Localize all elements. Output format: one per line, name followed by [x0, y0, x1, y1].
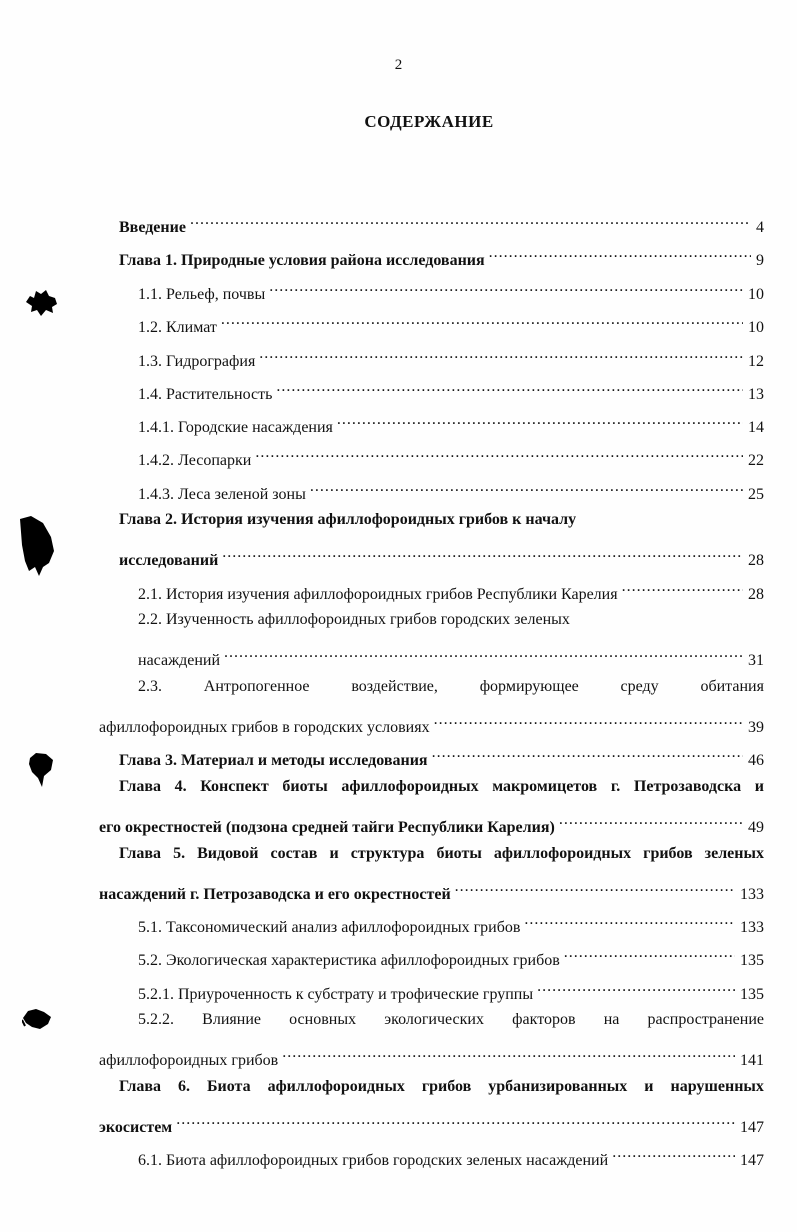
word: афиллофороидных: [493, 845, 632, 862]
word: афиллофороидных: [267, 1078, 405, 1095]
toc-entry-title: насаждений: [138, 652, 221, 669]
toc-entry-title: 5.2.1. Приуроченность к субстрату и трофические группы: [138, 986, 534, 1003]
toc-entry-section-1-4-2[interactable]: [138, 441, 764, 469]
dot-leader: [221, 308, 743, 332]
toc-entry-section-5-2-1[interactable]: [138, 975, 764, 1003]
toc-entry-title: 1.4.3. Леса зеленой зоны: [138, 486, 306, 503]
toc-entry-section-6-1[interactable]: [138, 1141, 764, 1169]
word: урбанизированных: [488, 1078, 628, 1095]
dot-leader: [190, 208, 751, 232]
ink-blot-3: [28, 752, 54, 788]
toc-entry-section-1-4-3[interactable]: [138, 475, 764, 503]
word: структура: [350, 845, 425, 862]
toc-entry-section-1-4-1[interactable]: [138, 408, 764, 436]
dot-leader: [310, 475, 743, 499]
word: 2.3.: [138, 678, 162, 695]
dot-leader: [537, 975, 735, 999]
toc-entry-section-2-2-line-1[interactable]: 2.2. Изученность афиллофороидных грибов городских зеленых: [138, 611, 570, 628]
toc-entry-page: 4: [756, 219, 764, 236]
toc-entry-section-2-1[interactable]: [138, 575, 764, 603]
toc-entry-title: 5.2. Экологическая характеристика афиллофороидных грибов: [138, 952, 560, 969]
word: афиллофороидных: [341, 778, 479, 795]
dot-leader: [276, 375, 743, 399]
toc-entry-page: 22: [748, 452, 764, 469]
toc-entry-title: афиллофороидных грибов в городских условиях: [99, 719, 430, 736]
toc-entry-chapter-4-line-1[interactable]: [119, 775, 764, 799]
toc-entry-title: 1.4. Растительность: [138, 386, 273, 403]
word: Видовой: [197, 845, 259, 862]
toc-entry-title: экосистем: [99, 1119, 173, 1136]
word: Влияние: [202, 1011, 261, 1028]
word: воздействие,: [351, 678, 438, 695]
word: Глава: [119, 778, 161, 795]
toc-entry-chapter-1[interactable]: [119, 241, 764, 269]
word: грибов: [643, 845, 693, 862]
dot-leader: [224, 641, 743, 665]
word: макромицетов: [492, 778, 598, 795]
word: биоты: [282, 778, 328, 795]
word: Глава: [119, 1078, 161, 1095]
word: г.: [610, 778, 621, 795]
toc-entry-title: афиллофороидных грибов: [99, 1052, 279, 1069]
word: 5.: [173, 845, 186, 862]
toc-entry-page: 25: [748, 486, 764, 503]
dot-leader: [524, 908, 735, 932]
dot-leader: [622, 575, 743, 599]
page-title: СОДЕРЖАНИЕ: [364, 112, 494, 131]
dot-leader: [489, 241, 751, 265]
dot-leader: [434, 708, 743, 732]
word: Биота: [206, 1078, 251, 1095]
toc-entry-section-5-2-2[interactable]: [99, 1041, 764, 1069]
toc-entry-section-5-2[interactable]: [138, 941, 764, 969]
toc-entry-title: 1.2. Климат: [138, 319, 217, 336]
word: на: [603, 1011, 620, 1028]
word: основных: [289, 1011, 357, 1028]
toc-entry-page: 28: [748, 586, 764, 603]
toc-entry-title: 1.1. Рельеф, почвы: [138, 286, 266, 303]
toc-entry-title: 1.3. Гидрография: [138, 353, 256, 370]
word: экологических: [384, 1011, 484, 1028]
toc-entry-section-1-2[interactable]: [138, 308, 764, 336]
word: грибов: [421, 1078, 472, 1095]
toc-entry-title: 1.4.2. Лесопарки: [138, 452, 252, 469]
toc-entry-page: 13: [748, 386, 764, 403]
toc-entry-chapter-5-line-1[interactable]: [119, 842, 764, 866]
toc-entry-title: 1.4.1. Городские насаждения: [138, 419, 333, 436]
toc-entry-title: 6.1. Биота афиллофороидных грибов городских зеленых насаждений: [138, 1152, 609, 1169]
dot-leader: [255, 441, 743, 465]
dot-leader: [282, 1041, 735, 1065]
toc-entry-page: 28: [748, 552, 764, 569]
word: распространение: [647, 1011, 764, 1028]
word: Петрозаводска: [633, 778, 742, 795]
toc-entry-page: 46: [748, 752, 764, 769]
toc-entry-page: 31: [748, 652, 764, 669]
toc-entry-page: 147: [740, 1152, 764, 1169]
toc-entry-page: 135: [740, 986, 764, 1003]
word: факторов: [512, 1011, 576, 1028]
toc-entry-page: 49: [748, 819, 764, 836]
dot-leader: [432, 741, 743, 765]
word: 5.2.2.: [138, 1011, 174, 1028]
word: состав: [270, 845, 318, 862]
toc-entry-page: 10: [748, 319, 764, 336]
dot-leader: [559, 808, 743, 832]
ink-blot-4: [22, 1008, 52, 1030]
toc-entry-section-1-3[interactable]: [138, 342, 764, 370]
ink-blot-1: [24, 288, 58, 318]
word: зеленых: [704, 845, 764, 862]
toc-entry-title: 2.1. История изучения афиллофороидных грибов Республики Карелия: [138, 586, 618, 603]
toc-entry-section-1-4[interactable]: [138, 375, 764, 403]
word: и: [329, 845, 339, 862]
toc-entry-chapter-6-line-1[interactable]: [119, 1075, 764, 1099]
toc-entry-title: исследований: [119, 552, 219, 569]
ink-blot-2: [19, 515, 55, 577]
dot-leader: [176, 1108, 735, 1132]
toc-entry-introduction[interactable]: [119, 208, 764, 236]
toc-entry-page: 135: [740, 952, 764, 969]
word: нарушенных: [670, 1078, 764, 1095]
toc-entry-page: 10: [748, 286, 764, 303]
toc-entry-section-1-1[interactable]: [138, 275, 764, 303]
toc-entry-title: Глава 3. Материал и методы исследования: [119, 752, 428, 769]
toc-entry-page: 9: [756, 252, 764, 269]
toc-entry-page: 147: [740, 1119, 764, 1136]
toc-entry-title: Глава 1. Природные условия района исследования: [119, 252, 485, 269]
word: Конспект: [200, 778, 269, 795]
dot-leader: [337, 408, 743, 432]
dot-leader: [455, 875, 735, 899]
word: обитания: [700, 678, 764, 695]
word: и: [644, 1078, 654, 1095]
dot-leader: [612, 1141, 735, 1165]
toc-entry-page: 12: [748, 353, 764, 370]
toc-entry-section-2-2[interactable]: [138, 641, 764, 669]
word: биоты: [436, 845, 482, 862]
toc-entry-page: 39: [748, 719, 764, 736]
word: среду: [620, 678, 659, 695]
word: и: [754, 778, 764, 795]
dot-leader: [564, 941, 735, 965]
word: формирующее: [479, 678, 579, 695]
toc-entry-chapter-2[interactable]: [119, 541, 764, 569]
word: 4.: [174, 778, 187, 795]
page-number: 2: [394, 57, 403, 73]
toc-entry-section-5-2-2-line-1[interactable]: [138, 1008, 764, 1032]
toc-entry-chapter-4[interactable]: [99, 808, 764, 836]
toc-entry-page: 14: [748, 419, 764, 436]
toc-entry-section-5-1[interactable]: [138, 908, 764, 936]
word: Антропогенное: [203, 678, 310, 695]
toc-entry-title: его окрестностей (подзона средней тайги Республики Карелия): [99, 819, 555, 836]
toc-entry-chapter-5[interactable]: [99, 875, 764, 903]
toc-entry-title: Введение: [119, 219, 186, 236]
toc-entry-title: 5.1. Таксономический анализ афиллофороидных грибов: [138, 919, 521, 936]
dot-leader: [222, 541, 743, 565]
toc-entry-title: насаждений г. Петрозаводска и его окрестностей: [99, 886, 451, 903]
toc-entry-page: 133: [740, 886, 764, 903]
toc-entry-section-2-3[interactable]: [99, 708, 764, 736]
word: Глава: [119, 845, 161, 862]
word: 6.: [177, 1078, 190, 1095]
toc-entry-chapter-3[interactable]: [119, 741, 764, 769]
toc-entry-chapter-6[interactable]: [99, 1108, 764, 1136]
dot-leader: [259, 342, 743, 366]
toc-entry-chapter-2-line-1[interactable]: Глава 2. История изучения афиллофороидных грибов к началу: [119, 511, 577, 528]
toc-entry-page: 133: [740, 919, 764, 936]
dot-leader: [269, 275, 743, 299]
toc-entry-page: 141: [740, 1052, 764, 1069]
toc-entry-section-2-3-line-1[interactable]: [138, 675, 764, 699]
